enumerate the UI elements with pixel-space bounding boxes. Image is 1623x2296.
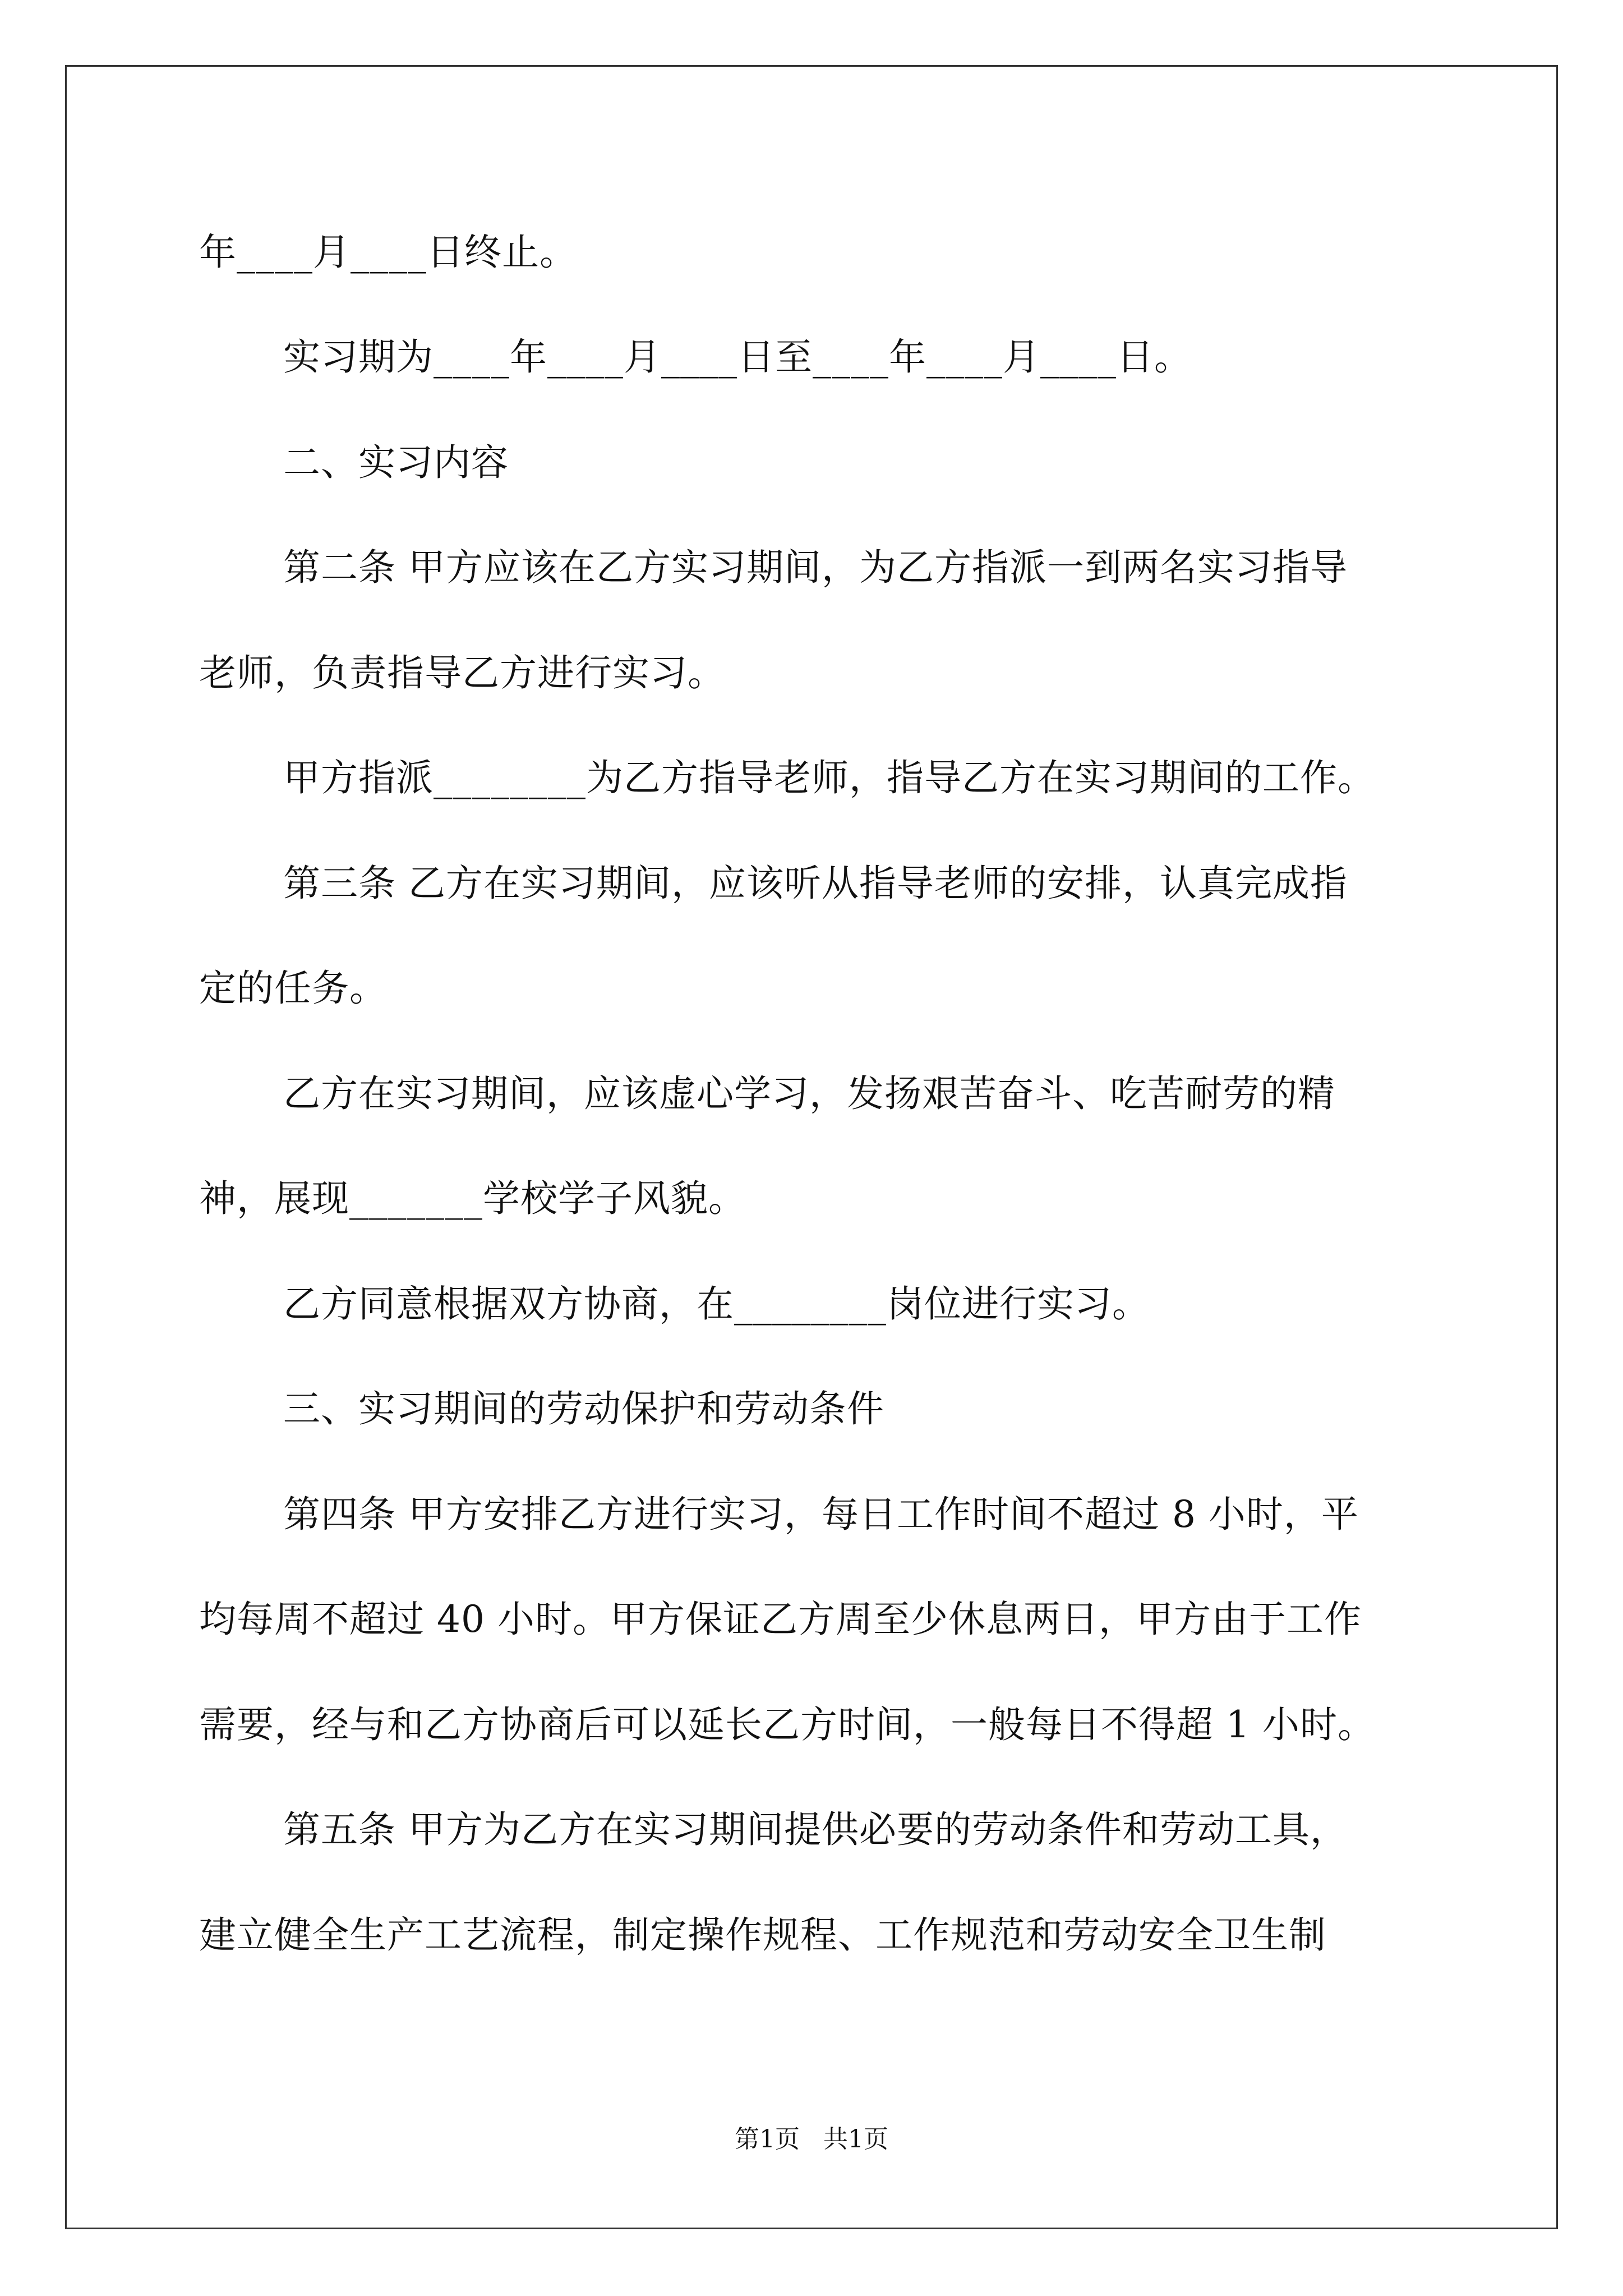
page-border — [65, 65, 1558, 2229]
text-line-15: 需要，经与和乙方协商后可以延长乙方时间，一般每日不得超 1 小时。 — [199, 1703, 1375, 1746]
text-line-6: 甲方指派________为乙方指导老师，指导乙方在实习期间的工作。 — [283, 756, 1375, 799]
text-line-16: 第五条 甲方为乙方在实习期间提供必要的劳动条件和劳动工具， — [283, 1808, 1348, 1851]
text-line-17: 建立健全生产工艺流程，制定操作规程、工作规范和劳动安全卫生制 — [199, 1913, 1326, 1957]
text-line-2: 实习期为____年____月____日至____年____月____日。 — [283, 335, 1192, 379]
text-line-14: 均每周不超过 40 小时。甲方保证乙方周至少休息两日，甲方由于工作 — [199, 1598, 1362, 1641]
section-heading-content: 二、实习内容 — [283, 441, 509, 484]
text-line-1: 年____月____日终止。 — [199, 231, 577, 274]
text-line-5: 老师，负责指导乙方进行实习。 — [199, 651, 725, 694]
text-line-8: 定的任务。 — [199, 967, 387, 1010]
text-line-7: 第三条 乙方在实习期间，应该听从指导老师的安排，认真完成指 — [283, 862, 1348, 905]
text-line-13: 第四条 甲方安排乙方进行实习，每日工作时间不超过 8 小时，平 — [283, 1493, 1359, 1536]
text-line-4: 第二条 甲方应该在乙方实习期间，为乙方指派一到两名实习指导 — [283, 546, 1348, 589]
page-footer: 第1页 共1页 — [735, 2125, 888, 2154]
text-line-11: 乙方同意根据双方协商，在________岗位进行实习。 — [283, 1282, 1150, 1326]
text-line-9: 乙方在实习期间，应该虚心学习，发扬艰苦奋斗、吃苦耐劳的精 — [283, 1072, 1335, 1115]
text-line-10: 神，展现_______学校学子风貌。 — [199, 1177, 746, 1220]
section-heading-protection: 三、实习期间的劳动保护和劳动条件 — [283, 1387, 884, 1430]
